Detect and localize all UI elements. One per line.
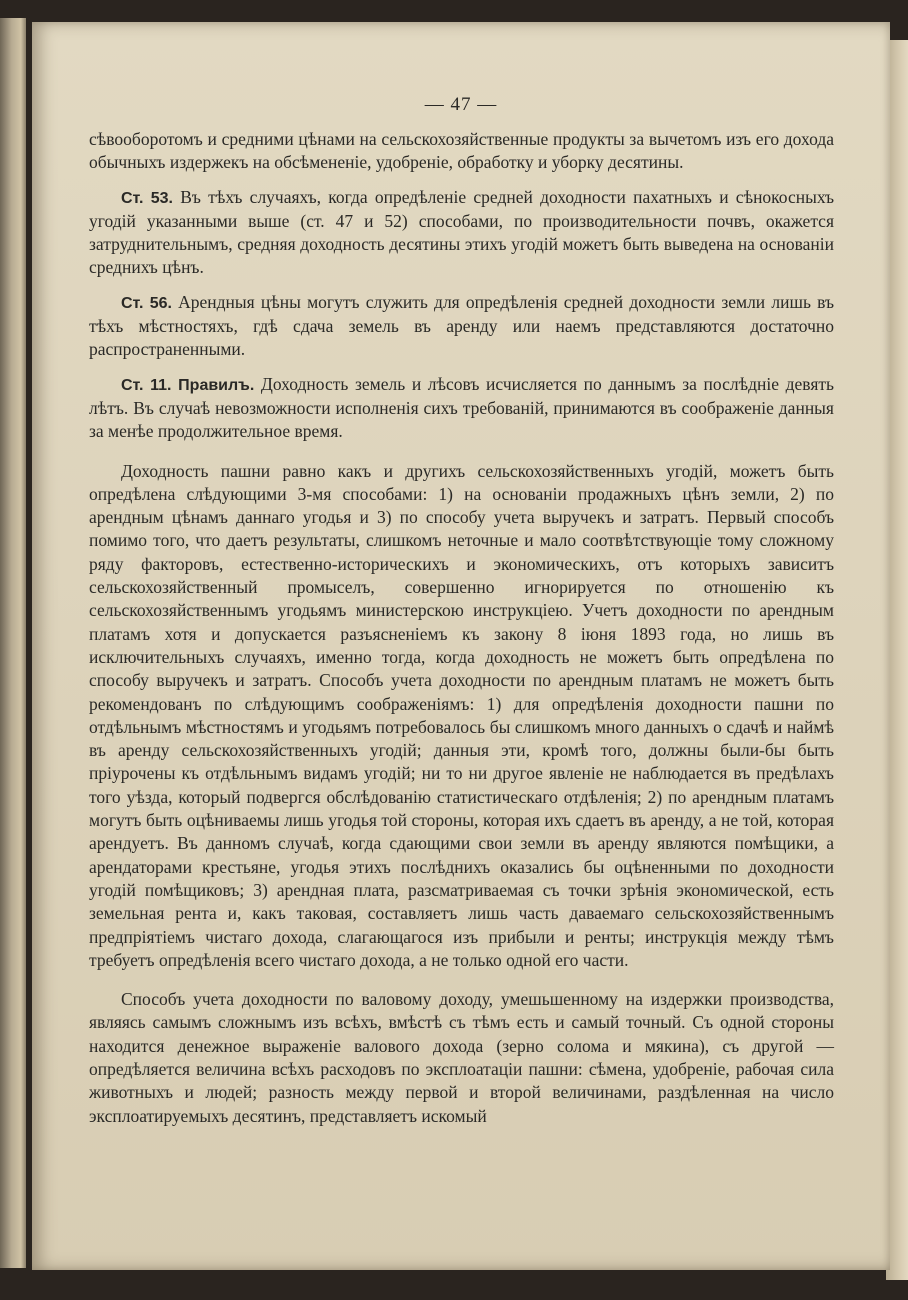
paragraph-gross-income <box>89 988 834 1128</box>
article-label: Ст. 56. <box>121 294 172 312</box>
paragraph-methods <box>89 460 834 973</box>
article-11-rules <box>89 373 834 444</box>
paragraph-continuation <box>89 128 834 175</box>
page-body <box>89 128 834 1139</box>
paragraph-text: Арендныя цѣны могутъ служить для опредѣленія средней доходности земли лишь въ тѣхъ мѣстностяхъ, гдѣ сдача земель въ аренду или наемъ представляются достаточно распространенными. <box>89 291 834 360</box>
paragraph-text: Способъ учета доходности по валовому доходу, умешьшенному на издержки производства, являясь самымъ сложнымъ изъ всѣхъ, вмѣстѣ съ тѣмъ есть и самый точный. Съ одной стороны находится денежное выраженіе валового дохода (зерно солома и мякина), съ другой — опредѣляется величина всѣхъ расходовъ по эксплоатаціи пашни: сѣмена, удобреніе, рабочая сила животныхъ и людей; разность между первой и второй величинами, раздѣленная на число эксплоатируемыхъ десятинъ, представляетъ искомый <box>89 989 834 1126</box>
article-56 <box>89 291 834 362</box>
paragraph-text: Доходность земель и лѣсовъ исчисляется по даннымъ за послѣдніе девять лѣтъ. Въ случаѣ невозможности исполненія сихъ требованій, принимаются въ соображеніе данныя за менѣе продолжительное время. <box>89 373 835 442</box>
paragraph-text: Въ тѣхъ случаяхъ, когда опредѣленіе средней доходности пахатныхъ и сѣнокосныхъ угодій указанными выше (ст. 47 и 52) способами, по производительности почвъ, окажется затруднительнымъ, средняя доходность десятины этихъ угодій можетъ быть выведена на основаніи среднихъ цѣнъ. <box>89 186 835 278</box>
article-53 <box>89 186 834 280</box>
page-number: — 47 — <box>424 94 498 115</box>
paragraph-text: сѣвооборотомъ и средними цѣнами на сельскохозяйственные продукты за вычетомъ изъ его дохода обычныхъ издержекъ на обсѣмененіе, удобреніе, обработку и уборку десятины. <box>89 129 834 173</box>
left-page-edge <box>0 18 26 1268</box>
paragraph-text: Доходность пашни равно какъ и другихъ сельскохозяйственныхъ угодій, можетъ быть опредѣлена слѣдующими 3-мя способами: 1) на основаніи продажныхъ цѣнъ земли, 2) по арендным цѣнамъ даннаго угодья и 3) по способу учета выручекъ и затратъ. Первый способъ помимо того, что даетъ результаты, слишкомъ неточные и мало соотвѣтствующіе тому сложному ряду факторовъ, естественно-историческихъ и экономическихъ, отъ которыхъ зависитъ сельскохозяйственный промыселъ, совершенно игнорируется по отношенію къ сельскохозяйственнымъ угодьямъ министерскою инструкціею. Учетъ доходности по арендным платамъ хотя и допускается разъясненіемъ къ закону 8 іюня 1893 года, но лишь въ исключительныхъ случаяхъ, именно тогда, когда доходность не можетъ быть опредѣлена по способу выручекъ и затратъ. Способъ учета доходности по арендным платамъ не можетъ быть рекомендованъ по слѣдующимъ соображеніямъ: 1) для опредѣленія доходности пашни по отдѣльнымъ мѣстностямъ и угодьямъ потребовалось бы слишкомъ много данныхъ о сдачѣ и наймѣ въ аренду сельскохозяйственныхъ угодій; данныя эти, кромѣ того, должны были-бы быть пріурочены къ отдѣльнымъ видамъ угодій; ни то ни другое явленіе не наблюдается въ предѣлахъ того уѣзда, который подвергся обслѣдованію статистическаго отдѣленія; 2) по арендным платамъ могутъ быть оцѣниваемы лишь угодья той стороны, которая ихъ сдаетъ въ аренду, а не той, которая арендуетъ. Въ данномъ случаѣ, когда сдающими свои земли въ аренду являются помѣщики, а арендаторами крестьяне, угодья этихъ послѣднихъ оказались бы оцѣненными по доходности угодій помѣщиковъ; 3) арендная плата, разсматриваемая съ точки зрѣнія экономической, есть земельная рента и, какъ таковая, составляетъ лишь часть даваемаго сельскохозяйственнымъ предпріятіемъ чистаго дохода, слагающагося изъ прибыли и ренты; инструкція между тѣмъ требуетъ опредѣленія всего чистаго дохода, а не только одной его части. <box>89 460 834 970</box>
book-page <box>32 22 890 1270</box>
article-label: Ст. 53. <box>121 189 173 207</box>
article-label: Ст. 11. Правилъ. <box>121 376 255 394</box>
